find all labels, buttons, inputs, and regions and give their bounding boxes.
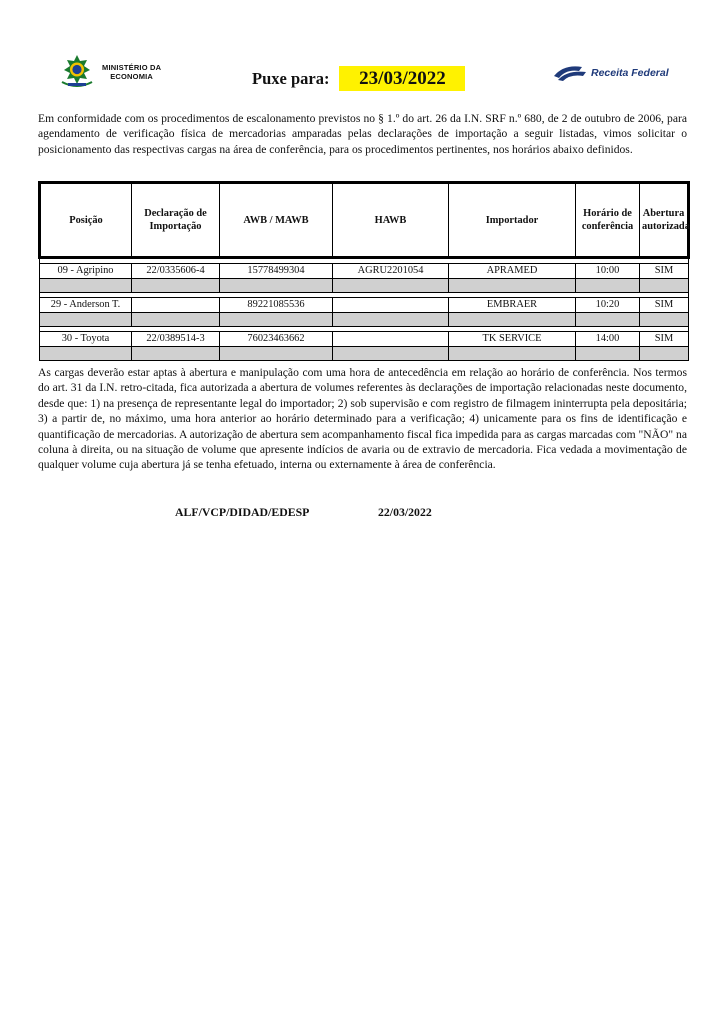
cell-horario: 10:00 <box>576 264 640 279</box>
ministry-line2: ECONOMIA <box>110 72 154 81</box>
cell-awb: 15778499304 <box>220 264 333 279</box>
cell-declaracao: 22/0389514-3 <box>132 332 220 347</box>
cell-importador: EMBRAER <box>449 298 576 313</box>
col-header-declaracao: Declaração de Importação <box>132 183 220 258</box>
intro-paragraph: Em conformidade com os procedimentos de escalonamento previstos no § 1.º do art. 26 da I.N. SRF n.º 680, de 2 de outubro de 2006, para agendamento de verificação física de mercadorias amparadas pelas declarações de importação a seguir listadas, vimos solicitar o posicionamento das respectivas cargas na área de conferência, para os procedimentos pertinentes, nos horários abaixo definidos. <box>38 112 687 156</box>
cell-importador: TK SERVICE <box>449 332 576 347</box>
cell-posicao: 30 - Toyota <box>40 332 132 347</box>
inspection-schedule-table <box>38 181 690 361</box>
col-header-importador: Importador <box>449 183 576 258</box>
col-header-horario: Horário de conferência <box>576 183 640 258</box>
agency-logo <box>552 64 669 82</box>
brazil-coat-of-arms-icon <box>56 54 98 90</box>
document-header <box>0 48 724 98</box>
cell-hawb <box>333 298 449 313</box>
cell-abertura: SIM <box>640 332 689 347</box>
cell-horario: 14:00 <box>576 332 640 347</box>
cell-awb: 89221085536 <box>220 298 333 313</box>
cell-declaracao <box>132 298 220 313</box>
cell-hawb <box>333 332 449 347</box>
ministry-logo <box>56 54 161 90</box>
conditions-paragraph: As cargas deverão estar aptas à abertura e manipulação com uma hora de antecedência em relação ao horário de conferência. Nos termos do art. 31 da I.N. retro-citada, fica autorizada a abertura de volumes referentes às declarações de importação relacionadas neste documento, desde que: 1) na presença de representante legal do importador; 2) sob supervisão e com registro de filmagem ininterrupta pela depositária; 3) a partir de, no máximo, uma hora anterior ao horário determinado para a verificação; 4) unicamente para os fins de identificação e quantificação de mercadorias. A autorização de abertura sem acompanhamento fiscal fica impedida para as cargas marcadas com "NÃO" na coluna à direita, ou na situação de volume que apresente indícios de avaria ou de extravio de mercadoria. Fica vedada a movimentação de qualquer volume cuja abertura já se tenha efetuado, interna ou externamente à área de conferência. <box>38 366 687 472</box>
cell-posicao: 29 - Anderson T. <box>40 298 132 313</box>
shaded-row <box>40 279 689 293</box>
table-header-row <box>40 183 689 258</box>
col-header-abertura: Abertura autorizada <box>640 183 689 258</box>
cell-abertura: SIM <box>640 264 689 279</box>
cell-declaracao: 22/0335606-4 <box>132 264 220 279</box>
ministry-name <box>102 63 161 81</box>
cell-awb: 76023463662 <box>220 332 333 347</box>
table-row <box>40 332 689 347</box>
cell-abertura: SIM <box>640 298 689 313</box>
footer-date: 22/03/2022 <box>378 505 432 519</box>
shaded-row <box>40 347 689 361</box>
cell-hawb: AGRU2201054 <box>333 264 449 279</box>
pull-date-value: 23/03/2022 <box>339 66 465 91</box>
cell-posicao: 09 - Agripino <box>40 264 132 279</box>
shaded-row <box>40 313 689 327</box>
cell-importador: APRAMED <box>449 264 576 279</box>
col-header-hawb: HAWB <box>333 183 449 258</box>
col-header-posicao: Posição <box>40 183 132 258</box>
col-header-awb: AWB / MAWB <box>220 183 333 258</box>
table-row <box>40 264 689 279</box>
cell-horario: 10:20 <box>576 298 640 313</box>
receita-federal-logo-icon <box>552 64 588 82</box>
pull-date-block <box>252 66 465 91</box>
table-row <box>40 298 689 313</box>
agency-name: Receita Federal <box>591 67 669 79</box>
ministry-line1: MINISTÉRIO DA <box>102 63 162 72</box>
pull-date-label: Puxe para: <box>252 68 330 88</box>
footer-unit: ALF/VCP/DIDAD/EDESP <box>175 505 310 519</box>
